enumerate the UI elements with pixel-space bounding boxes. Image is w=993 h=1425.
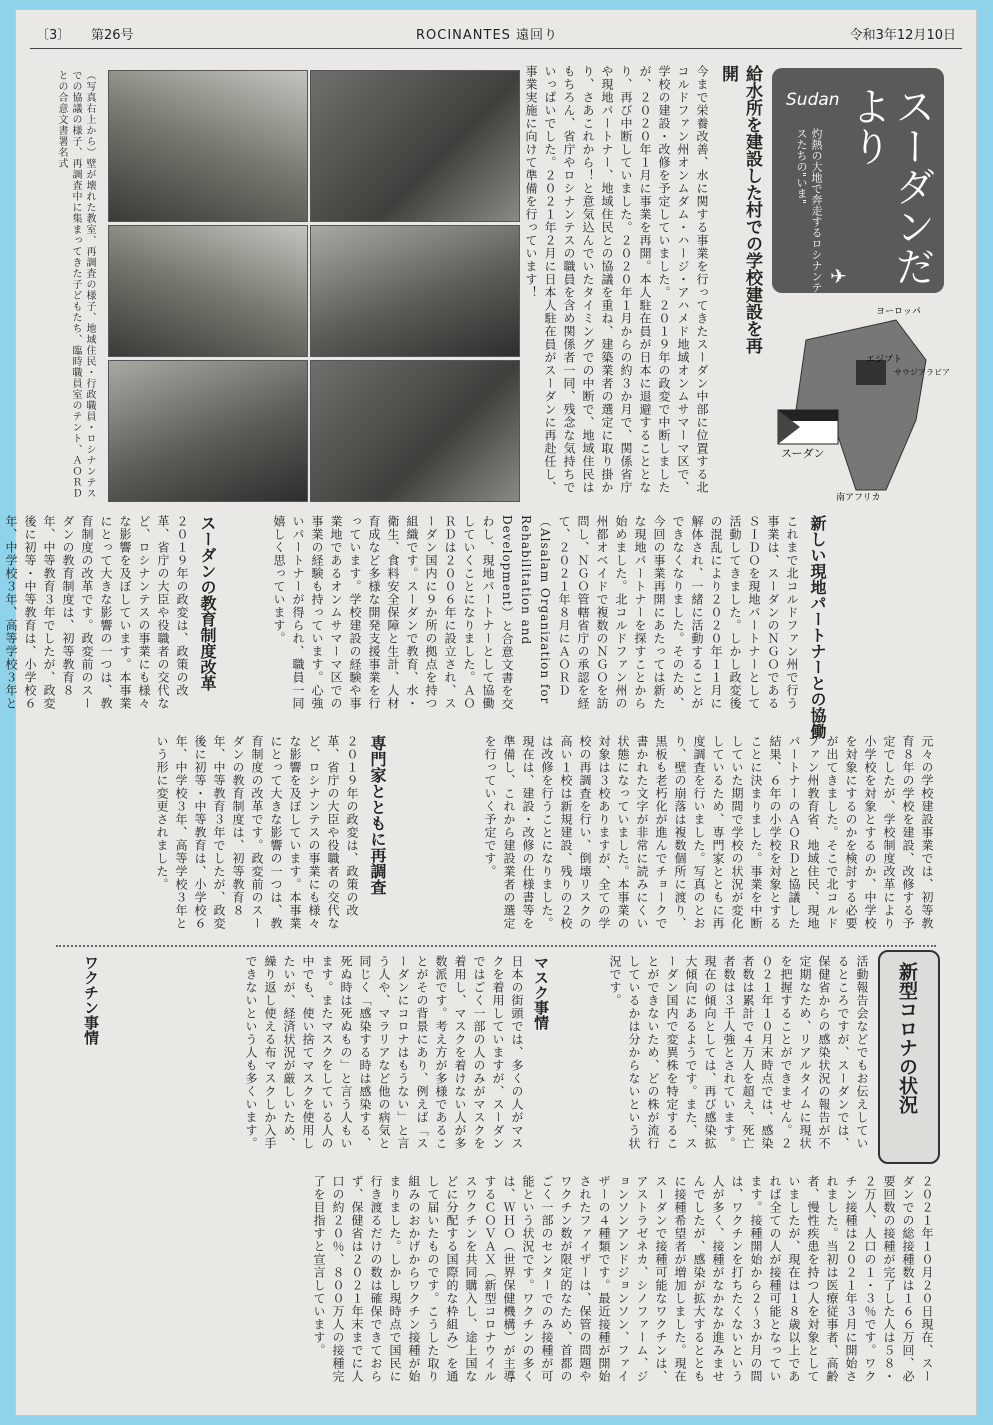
brand: ROCINANTES 遠回り <box>416 28 559 43</box>
article1-body: 今まで栄養改善、水に関する事業を行ってきたスーダン中部に位置する北コルドファン州オンムダム・ハージ・アハメド地域オンムサマーマ区で、学校の建設・改修を予定していました。２０１９年の政変で中断しましたが、２０２０年１月に事業を再開。本人駐在員が日本に退避することとなり、再び中断していました。２０２０年１月からの約３か月で、関係省庁や現地パートナー、地域住民との協議を重ね、建築業者の選定に取り掛かり、さあこれから！と意気込んでいたタイミングでの中断で、地域住民はもちろん、省庁やロシナンテスの職員を含め関係者一同、残念な気持ちでいっぱいでした。２０２１年２月に日本人駐在員がスーダンに再赴任し、事業実施に向けて準備を行っています！ <box>524 65 709 494</box>
article4-body: ２０１９年の政変は、政策の改革、省庁の大臣や役職者の交代など、ロシナンテスの事業にも様々な影響を及ぼしています。本事業にとって大きな影響の一つは、教育制度の改革です。政変前のスーダンの教育制度は、初等教育８年、中等教育３年でしたが、政変後に初等・中等教育は、小学校６年、中学校３年、高等学校３年という形に変更されました。 <box>155 735 359 930</box>
vaccine-headline: ワクチン事情 <box>82 955 100 1045</box>
photo-children <box>108 70 308 222</box>
photo-tent <box>108 225 308 357</box>
mask-headline: マスク事情 <box>532 955 550 1030</box>
map-label-egypt: エジプト <box>866 355 903 365</box>
article4-headline: 専門家とともに再調査 <box>368 735 387 895</box>
article3-continued: 元々の学校建設事業では、初等教育８年の学校を建設、改修する予定でしたが、学校制度改革により小学校を対象とするのか、中学校を対象にするのかを検討する必要が出てきました。そこで北コルドファン州教育省、地域住民、現地パートナーのＡＯＲＤと協議した結果、６年の小学校を対象とすることに決まりました。事業を中断していた期間で学校の状況が変化しているため、専門家とともに再度調査を行いました。写真のとおり、壁の崩落は複数個所に渡り、黒板も老朽化が進んでチョークで書かれた文字が非常に読みにくい状態になっていました。本事業の対象は３校ありますが、全ての学校の再調査を行い、倒壊リスクの高い１校は新規建設、残りの２校は改修を行うことになりました。現在は、建設・改修の仕様書等を準備し、これから建設業者の選定を行っていく予定です。 <box>483 735 934 930</box>
masthead-sudan: Sudan <box>786 90 840 110</box>
issue-date: 令和3年12月10日 <box>849 28 956 43</box>
mask-body: 日本の街頭では、多くの人がマスクを着用していますが、スーダンではごく一部の人のみがマスクを着用し、マスクを着けない人が多数派です。考え方が多様であることがその背景にあり、例えば「スーダンにコロナはもうない」と言う人や、マラリアなど他の病気と同じく「感染する時は感染する、死ぬ時は死ぬもの」と言う人もいます。またマスクをしている人の中でも、使い捨てマスクを使用したいが、経済状況が厳しいため、繰り返し使える布マスクしか入手できないという人も多くいます。 <box>244 955 524 1150</box>
article3-body: ２０１９年の政変は、政策の改革、省庁の大臣や役職者の交代など、ロシナンテスの事業にも様々な影響を及ぼしています。本事業にとって大きな影響の一つは、教育制度の改革です。政変前のスーダンの教育制度は、初等教育８年、中等教育３年でしたが、政変後に初等・中等教育は、小学校６年、中学校３年、高等学校３年と <box>4 515 189 710</box>
photo-caption: （写真右上から）壁が壊れた教室、再調査の様子、地域住民・行政職員・ロシナンテスでの協議の様子、再調査中に集まってきた子どもたち、臨時職員室のテント、ＡＯＲＤとの合意文書署名式 <box>56 70 95 499</box>
photo-meeting <box>310 225 520 357</box>
issue-number: 第26号 <box>91 28 134 43</box>
covid-body: 活動報告会などでもお伝えしているところですが、スーダンでは、保健省からの感染状況の報告が不定期なため、リアルタイムに現状を把握することができません。２０２１年１０月末時点では、感染者数は累計で４万人を超え、死亡者数は３千人強とされています。現在の傾向としては、再び感染拡大傾向にあるようです。また、スーダン国内で変異株を特定することができないため、どの株が流行しているかは分からないという状況です。 <box>608 955 869 1150</box>
article3-headline: スーダンの教育制度改革 <box>198 515 217 691</box>
map-label-south-africa: 南アフリカ <box>836 493 881 503</box>
photo-broken-classroom <box>310 70 520 222</box>
covid-badge <box>878 950 940 1164</box>
header-rule <box>30 48 962 49</box>
airplane-icon: ✈ <box>830 264 847 288</box>
article2-body: これまで北コルドファン州で行う事業は、スーダンのＮＧＯであるＳＩＤＯを現地パートナーとして活動してきました。しかし政変後の混乱により２０２０年１１月に解体され、一緒に活動することができなくなりました。そのため、今回の事業再開にあたっては新たな現地パートナーを探すことから始めました。北コルドファン州の州都オベイドで複数のＮＧＯを訪問し、ＮＧＯ管轄省庁の承認を経て、２０２１年８月にＡＯＲＤ（Alsalam Organization for Rehabilitation and Development）と合意文書を交わし、現地パートナーとして協働していくことになりました。ＡＯＲＤは２００６年に設立され、スーダン国内に９か所の拠点を持つ組織です。スーダンで教育、水・衛生、食料安全保障と生計、人材育成など多様な開発支援事業を行っています。学校建設の経験や事業地であるオンムサマーマ区での事業の経験も持っています。心強いパートナーが得られ、職員一同嬉しく思っています。 <box>272 515 799 711</box>
photo-survey <box>310 360 520 502</box>
page-number: 〔3〕 <box>36 28 71 43</box>
series-masthead <box>772 68 944 293</box>
vaccine-body: ２０２１年１０月２０日現在、スーダンでの総接種数は１６６万回、必要回数の接種が完了した人は５８・２万人、人口の１・３％です。ワクチン接種は２０２１年３月に開始されました。当初は医療従事者、高齢者、慢性疾患を持つ人を対象としていましたが、現在は１８歳以上であれば全ての人が接種可能となっています。接種開始から２〜３か月の間は、ワクチンを打ちたくないという人が多く、接種がなかなか進みませんでしたが、感染が拡大するとともに接種希望者が増加しました。現在スーダンで接種可能なワクチンは、アストラゼネカ、シノファーム、ジョンソンアンドジョンソン、ファイザーの４種類です。最近接種が開始されたファイザーは、保管の問題やワクチン数が限定的なため、首都のごく一部のセンターでのみ接種が可能という状況です。ワクチンの多くは、ＷＨＯ（世界保健機構）が主導するＣＯＶＡＸ（新型コロナウイルスワクチンを共同購入し、途上国などに分配する国際的な枠組み）を通して届いたものです。こうした取り組みのおかげからワクチン接種が始まりました。しかし現時点で国民に行き渡るだけの数は確保できておらず、保健省は２０２１年末までに人口の約２０％、８００万人の接種完了を目指すと宣言しています。 <box>312 1175 934 1383</box>
photo-signing <box>108 360 308 502</box>
map-label-saudi: サウジアラビア <box>894 368 950 377</box>
newspaper-page <box>4 10 976 1415</box>
article2-headline: 新しい現地パートナーとの協働 <box>808 515 827 739</box>
article1-headline: 給水所を建設した村での学校建設を再開 <box>718 65 762 354</box>
masthead-title: スーダンだより <box>845 86 935 286</box>
covid-headline: 新型コロナの状況 <box>896 962 918 1114</box>
section-divider <box>56 945 936 947</box>
masthead-subtitle: 灼熱の大地で奔走するロシナンテスたちの"いま" <box>795 128 823 293</box>
map-label-sudan: スーダン <box>781 447 825 460</box>
page-header <box>16 10 976 50</box>
map-label-europe: ヨーロッパ <box>876 307 921 317</box>
africa-map <box>776 300 950 505</box>
